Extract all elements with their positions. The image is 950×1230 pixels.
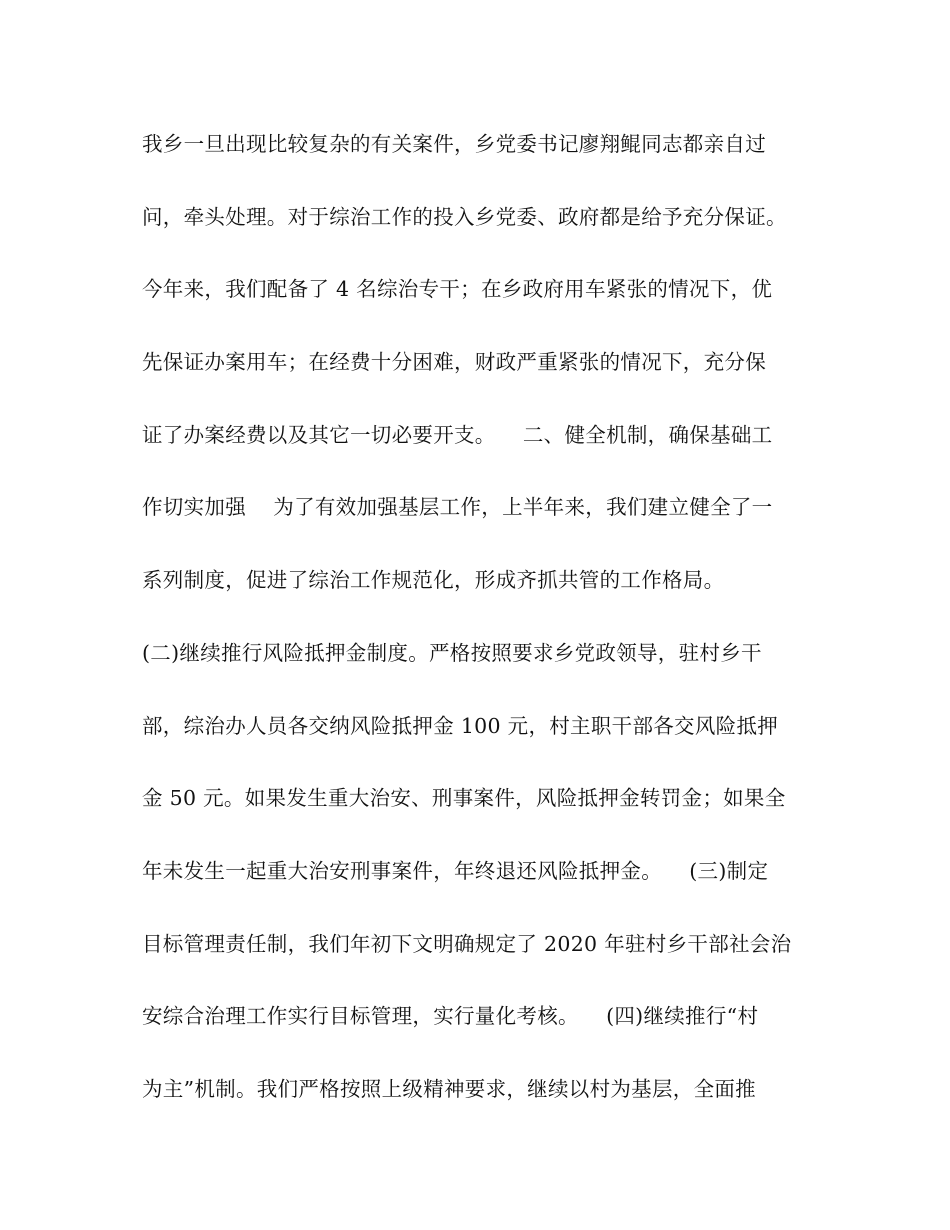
text-line: 目标管理责任制，我们年初下文明确规定了 2020 年驻村乡干部社会治 xyxy=(142,931,792,956)
text-line: 金 50 元。如果发生重大治安、刑事案件，风险抵押金转罚金；如果全 xyxy=(142,786,786,811)
text-line: 先保证办案用车；在经费十分困难，财政严重紧张的情况下，充分保 xyxy=(142,350,766,375)
text-line: 部，综治办人员各交纳风险抵押金 100 元，村主职干部各交风险抵押 xyxy=(142,713,779,738)
text-line: 安综合治理工作实行目标管理，实行量化考核。 (四)继续推行“村 xyxy=(142,1004,759,1029)
text-line: 年未发生一起重大治安刑事案件，年终退还风险抵押金。 (三)制定 xyxy=(142,858,769,883)
text-line: (二)继续推行风险抵押金制度。严格按照要求乡党政领导，驻村乡干 xyxy=(142,640,762,665)
text-line: 今年来，我们配备了 4 名综治专干；在乡政府用车紧张的情况下，优 xyxy=(142,277,773,302)
text-line: 我乡一旦出现比较复杂的有关案件，乡党委书记廖翔鲲同志都亲自过 xyxy=(142,132,766,156)
body-text xyxy=(142,124,822,1142)
text-line: 系列制度，促进了综治工作规范化，形成齐抓共管的工作格局。 xyxy=(142,568,725,593)
text-line: 问，牵头处理。对于综治工作的投入乡党委、政府都是给予充分保证。 xyxy=(142,204,787,229)
text-line: 作切实加强 为了有效加强基层工作，上半年来，我们建立健全了一 xyxy=(142,495,773,520)
text-line: 为主”机制。我们严格按照上级精神要求，继续以村为基层，全面推 xyxy=(142,1076,756,1101)
text-line: 证了办案经费以及其它一切必要开支。 二、健全机制，确保基础工 xyxy=(142,422,773,447)
